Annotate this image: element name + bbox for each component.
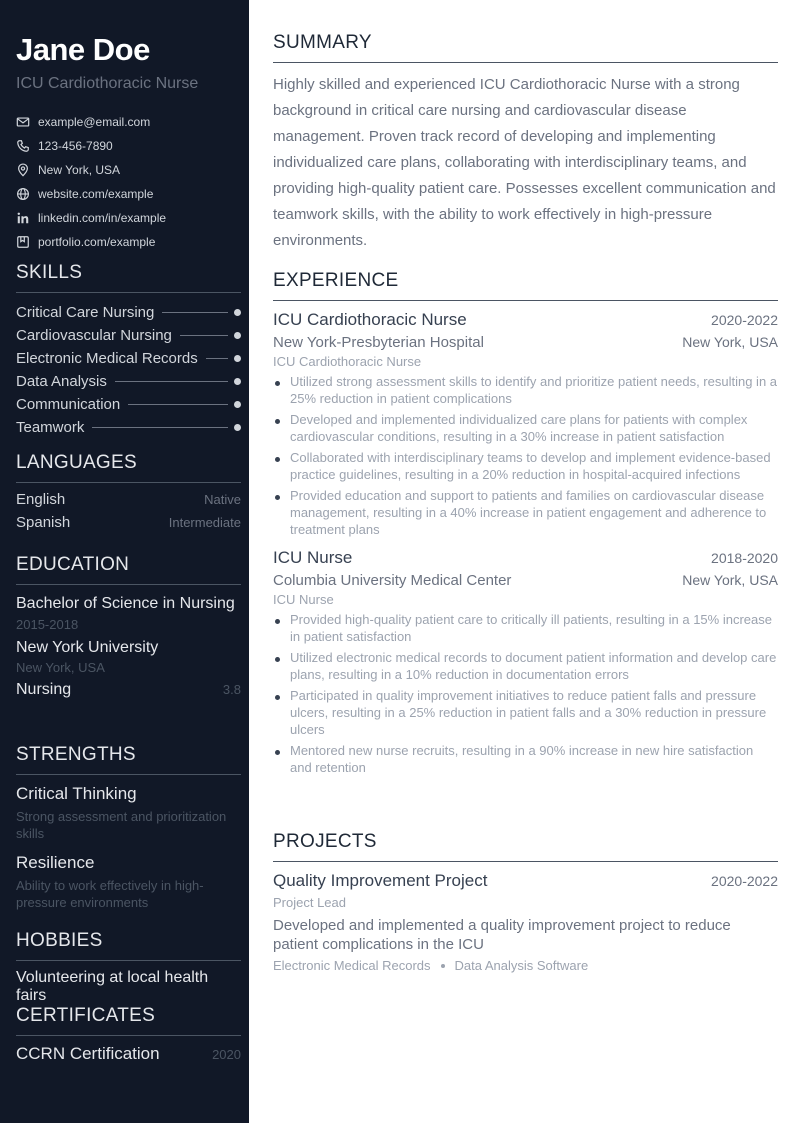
skills-section	[16, 262, 241, 439]
certificates-heading: CERTIFICATES	[16, 1005, 241, 1036]
phone-icon	[16, 139, 30, 153]
summary-text: Highly skilled and experienced ICU Cardiothoracic Nurse with a strong background in critical care nursing and cardiovascular disease management. Proven track record of developing and implementing individualized care plans, collaborating with interdisciplinary teams, and providing high-quality patient care. Possesses excellent communication and teamwork skills, with the ability to work effectively in high-pressure environments.	[273, 76, 776, 249]
contact-text: portfolio.com/example	[38, 235, 156, 249]
contact-location	[16, 158, 240, 182]
job-bullet: Mentored new nurse recruits, resulting in a 90% increase in new hire satisfaction and retention	[273, 742, 778, 776]
skill-label: Data Analysis	[16, 373, 107, 390]
skill-label: Teamwork	[16, 419, 85, 436]
project-head	[273, 871, 778, 891]
email-icon	[16, 115, 30, 129]
skill-item	[16, 370, 241, 393]
skill-label: Electronic Medical Records	[16, 350, 198, 367]
experience-heading: EXPERIENCE	[273, 270, 778, 301]
job-entry	[273, 310, 778, 538]
experience-section	[273, 270, 778, 780]
linkedin-icon	[16, 211, 30, 225]
contact-website[interactable]	[16, 182, 240, 206]
education-heading: EDUCATION	[16, 554, 241, 585]
strength-name: Resilience	[16, 853, 95, 872]
strengths-heading: STRENGTHS	[16, 744, 241, 775]
skill-item	[16, 393, 241, 416]
skill-dot	[234, 424, 241, 431]
job-head	[273, 310, 778, 330]
job-bullets	[273, 373, 778, 538]
job-bullet: Utilized electronic medical records to document patient information and develop care plans, resulting in a 10% reduction in documentation errors	[273, 649, 778, 683]
skill-line	[180, 335, 228, 336]
contact-list	[16, 110, 240, 254]
skill-line	[115, 381, 228, 382]
education-dates: 2015-2018	[16, 617, 79, 632]
job-org-row	[273, 572, 778, 589]
education-field: Nursing	[16, 681, 72, 698]
project-entry	[273, 871, 778, 973]
skills-heading: SKILLS	[16, 262, 241, 293]
skill-dot	[234, 401, 241, 408]
languages-section	[16, 452, 241, 537]
summary-section	[273, 32, 778, 254]
job-location: New York, USA	[682, 334, 778, 350]
certificate-item	[16, 1044, 241, 1064]
contact-text: example@email.com	[38, 115, 151, 129]
strengths-section	[16, 744, 241, 911]
strength-desc: Strong assessment and prioritization skills	[16, 809, 227, 841]
skill-dot	[234, 309, 241, 316]
project-title: Quality Improvement Project	[273, 871, 488, 890]
project-tag: Electronic Medical Records	[273, 958, 431, 973]
project-dates: 2020-2022	[711, 873, 778, 889]
job-title: ICU Cardiothoracic Nurse	[273, 310, 467, 329]
job-dates: 2018-2020	[711, 550, 778, 566]
contact-portfolio[interactable]	[16, 230, 240, 254]
certificate-year: 2020	[212, 1047, 241, 1062]
education-gpa: 3.8	[222, 682, 241, 697]
contact-text: linkedin.com/in/example	[38, 211, 167, 225]
summary-heading: SUMMARY	[273, 32, 778, 63]
skill-item	[16, 301, 241, 324]
language-item	[16, 514, 241, 537]
skill-label: Critical Care Nursing	[16, 304, 155, 321]
job-bullet: Provided high-quality patient care to critically ill patients, resulting in a 15% increase in patient satisfaction	[273, 611, 778, 645]
job-bullet: Participated in quality improvement initiatives to reduce patient falls and pressure ulcers, resulting in a 25% reduction in patient falls and a 30% reduction in pressure ulcers	[273, 687, 778, 738]
job-bullet: Collaborated with interdisciplinary teams to develop and implement evidence-based practice guidelines, resulting in a 20% reduction in hospital-acquired infections	[273, 449, 778, 483]
job-org: Columbia University Medical Center	[273, 572, 512, 589]
skill-line	[206, 358, 228, 359]
tag-separator	[441, 964, 445, 968]
project-role: Project Lead	[273, 895, 346, 910]
job-dates: 2020-2022	[711, 312, 778, 328]
contact-linkedin[interactable]	[16, 206, 240, 230]
strength-name: Critical Thinking	[16, 784, 137, 803]
certificate-name: CCRN Certification	[16, 1044, 160, 1063]
hobbies-heading: HOBBIES	[16, 930, 241, 961]
job-bullet: Developed and implemented individualized care plans for patients with complex cardiovascular conditions, resulting in a 30% increase in patient satisfaction	[273, 411, 778, 445]
job-role: ICU Cardiothoracic Nurse	[273, 354, 422, 369]
language-name: Spanish	[16, 514, 71, 531]
contact-email[interactable]	[16, 110, 240, 134]
education-section	[16, 554, 241, 700]
contact-text: New York, USA	[38, 163, 121, 177]
projects-heading: PROJECTS	[273, 831, 778, 862]
skill-item	[16, 347, 241, 370]
language-item	[16, 491, 241, 514]
globe-icon	[16, 187, 30, 201]
project-tag: Data Analysis Software	[454, 958, 589, 973]
job-title: ICU Nurse	[273, 548, 353, 567]
projects-section	[273, 831, 778, 973]
location-icon	[16, 163, 30, 177]
job-org: New York-Presbyterian Hospital	[273, 334, 484, 351]
language-level: Native	[204, 492, 241, 507]
job-entry	[273, 548, 778, 776]
contact-text: 123-456-7890	[38, 139, 113, 153]
skill-item	[16, 324, 241, 347]
skill-dot	[234, 332, 241, 339]
hobby-item: Volunteering at local health fairs	[16, 969, 209, 1004]
skill-dot	[234, 378, 241, 385]
skill-item	[16, 416, 241, 439]
hobbies-section	[16, 930, 241, 1005]
skill-line	[128, 404, 228, 405]
skill-line	[92, 427, 228, 428]
skill-label: Cardiovascular Nursing	[16, 327, 172, 344]
sidebar	[0, 0, 249, 1123]
education-field-row	[16, 679, 241, 700]
job-location: New York, USA	[682, 572, 778, 588]
language-level: Intermediate	[168, 515, 241, 530]
education-school: New York University	[16, 639, 159, 656]
job-bullet: Provided education and support to patients and families on cardiovascular disease management, resulting in a 40% increase in patient engagement and adherence to treatment plans	[273, 487, 778, 538]
skill-label: Communication	[16, 396, 121, 413]
language-name: English	[16, 491, 66, 508]
project-desc: Developed and implemented a quality improvement project to reduce patient complications in the ICU	[273, 917, 731, 953]
project-tags	[273, 958, 778, 973]
strength-desc: Ability to work effectively in high-pressure environments	[16, 878, 204, 910]
job-role: ICU Nurse	[273, 592, 334, 607]
job-org-row	[273, 334, 778, 351]
education-location: New York, USA	[16, 660, 105, 675]
job-bullets	[273, 611, 778, 776]
portfolio-icon	[16, 235, 30, 249]
job-head	[273, 548, 778, 568]
languages-heading: LANGUAGES	[16, 452, 241, 483]
profile-title: ICU Cardiothoracic Nurse	[16, 75, 199, 92]
contact-text: website.com/example	[38, 187, 154, 201]
skill-line	[162, 312, 228, 313]
profile-name: Jane Doe	[16, 32, 150, 67]
job-bullet: Utilized strong assessment skills to identify and prioritize patient needs, resulting in a 25% reduction in patient complications	[273, 373, 778, 407]
contact-phone[interactable]	[16, 134, 240, 158]
education-degree: Bachelor of Science in Nursing	[16, 595, 235, 612]
certificates-section	[16, 1005, 241, 1064]
skill-dot	[234, 355, 241, 362]
